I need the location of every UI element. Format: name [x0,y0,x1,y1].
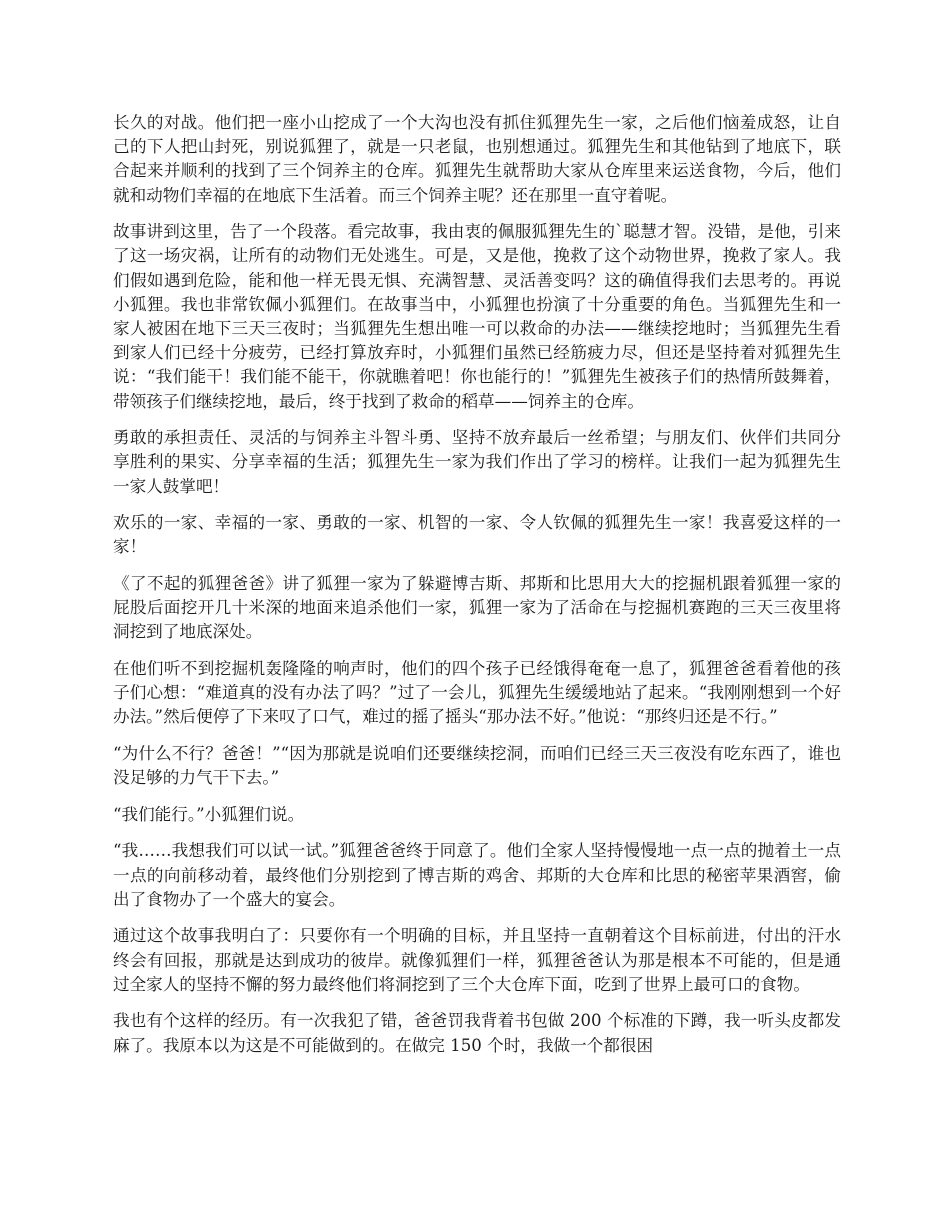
document-body [113,111,841,1070]
paragraph: 《了不起的狐狸爸爸》讲了狐狸一家为了躲避博吉斯、邦斯和比思用大大的挖掘机跟着狐狸一家的屁股后面挖开几十米深的地面来追杀他们一家，狐狸一家为了活命在与挖掘机赛跑的三天三夜里将洞挖到了地底深处。 [113,574,841,642]
paragraph: 勇敢的承担责任、灵活的与饲养主斗智斗勇、坚持不放弃最后一丝希望；与朋友们、伙伴们共同分享胜利的果实、分享幸福的生活；狐狸先生一家为我们作出了学习的榜样。让我们一起为狐狸先生一家人鼓掌吧！ [113,428,841,496]
paragraph: “我们能行。”小狐狸们说。 [113,804,305,824]
paragraph: “为什么不行？爸爸！”“因为那就是说咱们还要继续挖洞，而咱们已经三天三夜没有吃东西了，谁也没足够的力气干下去。” [113,744,841,788]
paragraph: 长久的对战。他们把一座小山挖成了一个大沟也没有抓住狐狸先生一家，之后他们恼羞成怒，让自己的下人把山封死，别说狐狸了，就是一只老鼠，也别想通过。狐狸先生和其他钻到了地底下，联合起来并顺利的找到了三个饲养主的仓库。狐狸先生就帮助大家从仓库里来运送食物，今后，他们就和动物们幸福的在地底下生活着。而三个饲养主呢？还在那里一直守着呢。 [113,113,841,205]
paragraph: “我……我想我们可以试一试。”狐狸爸爸终于同意了。他们全家人坚持慢慢地一点一点的抛着土一点一点的向前移动着，最终他们分别挖到了博吉斯的鸡舍、邦斯的大仓库和比思的秘密苹果酒窖，偷出了食物办了一个盛大的宴会。 [113,841,841,909]
paragraph: 在他们听不到挖掘机轰隆隆的响声时，他们的四个孩子已经饿得奄奄一息了，狐狸爸爸看着他的孩子们心想：“难道真的没有办法了吗？”过了一会儿，狐狸先生缓缓地站了起来。“我刚刚想到一个好办法。”然后便停了下来叹了口气，难过的摇了摇头“那办法不好。”他说：“那终归还是不行。” [113,659,841,727]
paragraph: 通过这个故事我明白了：只要你有一个明确的目标，并且坚持一直朝着这个目标前进，付出的汗水终会有回报，那就是达到成功的彼岸。就像狐狸们一样，狐狸爸爸认为那是根本不可能的，但是通过全家人的坚持不懈的努力最终他们将洞挖到了三个大仓库下面，吃到了世界上最可口的食物。 [113,926,841,994]
paragraph: 我也有个这样的经历。有一次我犯了错，爸爸罚我背着书包做 200 个标准的下蹲，我一听头皮都发麻了。我原本以为这是不可能做到的。在做完 150 个时，我做一个都很困 [113,1011,841,1055]
paragraph: 故事讲到这里，告了一个段落。看完故事，我由衷的佩服狐狸先生的`聪慧才智。没错，是他，引来了这一场灾祸，让所有的动物们无处逃生。可是，又是他，挽救了这个动物世界，挽救了家人。我们假如遇到危险，能和他一样无畏无惧、充满智慧、灵活善变吗？这的确值得我们去思考的。再说小狐狸。我也非常钦佩小狐狸们。在故事当中，小狐狸也扮演了十分重要的角色。当狐狸先生和一家人被困在地下三天三夜时；当狐狸先生想出唯一可以救命的办法——继续挖地时；当狐狸先生看到家人们已经十分疲劳，已经打算放弃时，小狐狸们虽然已经筋疲力尽，但还是坚持着对狐狸先生说：“我们能干！我们能不能干，你就瞧着吧！你也能行的！”狐狸先生被孩子们的热情所鼓舞着，带领孩子们继续挖地，最后，终于找到了救命的稻草——饲养主的仓库。 [113,222,841,411]
paragraph: 欢乐的一家、幸福的一家、勇敢的一家、机智的一家、令人钦佩的狐狸先生一家！我喜爱这样的一家！ [113,513,841,557]
